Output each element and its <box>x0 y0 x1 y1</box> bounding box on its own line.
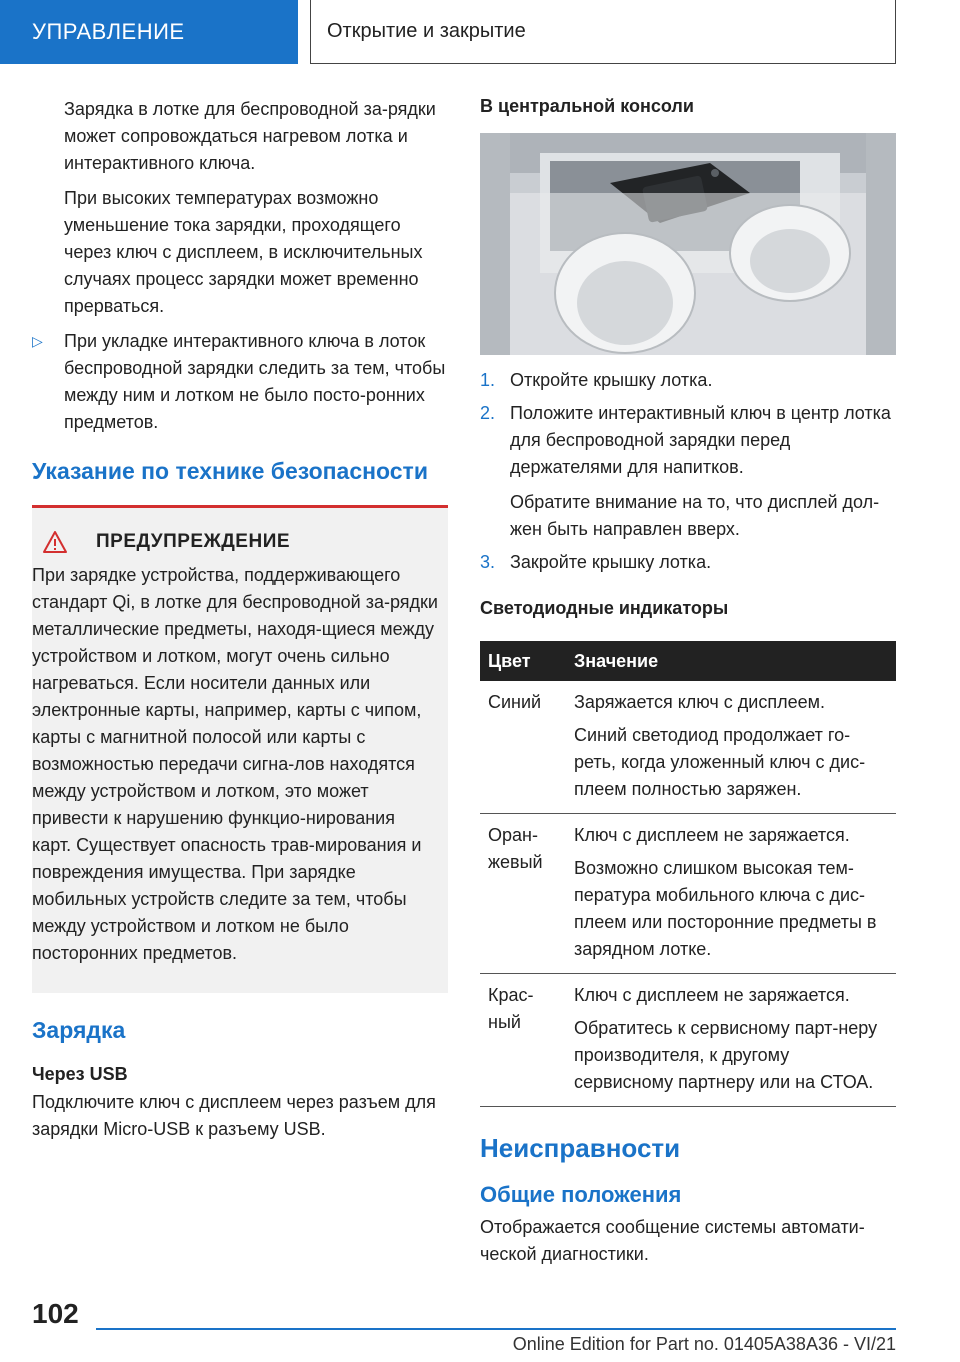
paragraph: При высоких температурах возможно уменьшение тока зарядки, проходящего через ключ с дисплеем, в исключительных случаях процесс зарядки может временно прерваться. <box>64 188 423 316</box>
charging-heading: Зарядка <box>32 1017 126 1043</box>
cell-line: Синий светодиод продолжает го-реть, когда уложенный ключ с дис-плеем полностью заряжен. <box>574 725 866 799</box>
list-item <box>480 549 896 576</box>
step-text: Откройте крышку лотка. <box>510 370 713 390</box>
step-number: 3. <box>480 552 496 572</box>
cell-line: Заряжается ключ с дисплеем. <box>574 692 825 712</box>
table-cell-color: Оран-жевый <box>480 814 566 974</box>
malfunction-heading: Неисправности <box>480 1133 681 1163</box>
general-text: Отображается сообщение системы автомати-ческой диагностики. <box>480 1217 865 1264</box>
bullet-item <box>32 328 448 436</box>
table-row <box>480 814 896 974</box>
table-cell-meaning <box>566 814 896 974</box>
safety-heading: Указание по технике безопасности <box>32 458 428 484</box>
cell-line: Возможно слишком высокая тем-пература мобильного ключа с дис-плеем или посторонние предметы в зарядном лотке. <box>574 858 877 959</box>
usb-text: Подключите ключ с дисплеем через разъем для зарядки Micro-USB к разъему USB. <box>32 1092 436 1139</box>
general-heading: Общие положения <box>480 1182 682 1207</box>
warning-title: ПРЕДУПРЕЖДЕНИЕ <box>96 531 291 552</box>
led-table <box>480 641 896 1107</box>
bullet-text: При укладке интерактивного ключа в лоток беспроводной зарядки следить за тем, чтобы между ним и лотком не было посто-ронних предметов. <box>64 331 446 432</box>
step-note: Обратите внимание на то, что дисплей дол-жен быть направлен вверх. <box>510 492 880 539</box>
chapter-header <box>310 0 896 64</box>
chapter-title: Открытие и закрытие <box>327 20 526 42</box>
table-row <box>480 681 896 814</box>
cell-line: Ключ с дисплеем не заряжается. <box>574 985 850 1005</box>
page-number: 102 <box>32 1298 79 1329</box>
step-text: Положите интерактивный ключ в центр лотка для беспроводной зарядки перед держателями для напитков. <box>510 403 891 477</box>
table-header-cell: Цвет <box>480 641 566 681</box>
right-column <box>480 96 896 1268</box>
step-number: 1. <box>480 370 496 390</box>
list-item <box>480 400 896 543</box>
steps-list <box>480 367 896 576</box>
warning-text: При зарядке устройства, поддерживающего стандарт Qi, в лотке для беспроводной за-рядки металлические предметы, находя-щиеся между устройством и лотком, могут очень сильно нагреваться. Если носители данных или электронные карты, например, карты с чипом, карты с магнитной полосой или карты с возможностью передачи сигна-лов находятся между устройством и лотком, это может привести к нарушению функцио-нирования карт. Существует опасность трав-мирования и повреждения имущества. При зарядке мобильных устройств следите за тем, чтобы между устройством и лотком не было посторонних предметов. <box>32 565 438 963</box>
section-tab <box>0 0 298 64</box>
table-cell-color: Синий <box>480 681 566 814</box>
footer-divider <box>96 1328 896 1330</box>
table-header-cell: Значение <box>566 641 896 681</box>
console-heading: В центральной консоли <box>480 96 694 116</box>
step-number: 2. <box>480 403 496 423</box>
led-heading: Светодиодные индикаторы <box>480 598 729 618</box>
footer-edition: Online Edition for Part no. 01405A38A36 - VI/21 <box>512 1334 896 1354</box>
table-row <box>480 974 896 1107</box>
warning-triangle-icon <box>42 530 68 554</box>
list-item <box>480 367 896 394</box>
cell-line: Обратитесь к сервисному парт-неру производителя, к другому сервисному партнеру или на СТОА. <box>574 1018 878 1092</box>
warning-box <box>32 505 448 993</box>
usb-heading: Через USB <box>32 1064 128 1084</box>
table-cell-meaning <box>566 681 896 814</box>
table-cell-color: Крас-ный <box>480 974 566 1107</box>
triangle-bullet-icon: ▷ <box>32 333 43 349</box>
cell-line: Ключ с дисплеем не заряжается. <box>574 825 850 845</box>
table-header-row <box>480 641 896 681</box>
left-column <box>32 96 448 1143</box>
console-tray-photo <box>480 133 896 355</box>
paragraph: Зарядка в лотке для беспроводной за-рядки может сопровождаться нагревом лотка и интерактивного ключа. <box>64 99 436 173</box>
table-cell-meaning <box>566 974 896 1107</box>
section-title: УПРАВЛЕНИЕ <box>32 19 185 44</box>
step-text: Закройте крышку лотка. <box>510 552 712 572</box>
